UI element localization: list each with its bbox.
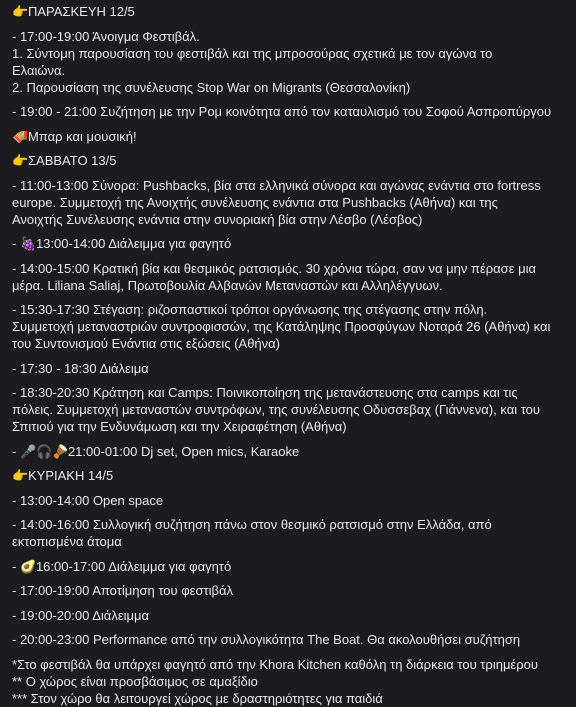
grapes-icon: 🍇	[19, 236, 37, 251]
schedule-item: - 20:00-23:00 Performance από την συλλογικότητα The Boat. Θα ακολουθήσει συζήτηση	[12, 632, 521, 647]
dash-prefix: -	[12, 443, 20, 459]
accordion-icon: 🪗	[12, 128, 29, 144]
schedule-item: - 17:30 - 18:30 Διάλειμα	[12, 360, 149, 376]
schedule-text: 21:00-01:00 Dj set, Open mics, Karaoke	[67, 443, 300, 459]
schedule-line: μέρα. Liliana Saliaj, Πρωτοβουλία Αλβανών Μεταναστών και Αλληλέγγυων.	[12, 277, 443, 293]
schedule-item	[12, 301, 564, 352]
schedule-line: - 14:00-16:00 Συλλογική συζήτηση πάνω στον θεσμικό ρατσισμό στην Ελλάδα, από	[12, 517, 492, 532]
bar-music-text: Μπαρ και μουσική!	[28, 128, 137, 144]
headphones-icon: 🎧	[35, 443, 53, 459]
pointing-hand-icon: 👉	[12, 153, 29, 168]
pointing-hand-icon: 👉	[12, 4, 29, 19]
schedule-line: - 15:30-17:30 Στέγαση: ριζοσπαστικοί τρόποι οργάνωσης της στέγασης στην πόλη.	[12, 302, 488, 317]
schedule-line: - 11:00-13:00 Σύνορα: Pushbacks, βία στα ελληνικά σύνορα και αγώνας ενάντια στο fortress	[12, 177, 541, 193]
schedule-item	[12, 260, 564, 294]
note-line: *Στο φεστιβάλ θα υπάρχει φαγητό από την Khora Kitchen καθόλη τη διάρκεια του τριημέρου	[12, 656, 538, 672]
schedule-line: εκτοπισμένα άτομα	[12, 534, 122, 549]
day-heading-text: ΠΑΡΑΣΚΕΥΗ 12/5	[28, 4, 135, 19]
schedule-line: - 17:00-19:00 Άνοιγμα Φεστιβάλ.	[12, 28, 200, 44]
day-heading-friday	[12, 3, 564, 20]
schedule-item	[12, 384, 564, 435]
schedule-item: - 13:00-14:00 Open space	[12, 492, 164, 508]
day-heading-text: ΣΑΒΒΑΤΟ 13/5	[28, 153, 117, 168]
bar-music-note	[12, 128, 564, 145]
schedule-item: - 19:00 - 21:00 Συζήτηση με την Ρομ κοινότητα από τον καταυλισμό του Σοφού Ασπροπύργου	[12, 104, 552, 119]
pointing-hand-icon: 👉	[12, 468, 29, 483]
schedule-text: 13:00-14:00 Διάλειμμα για φαγητό	[35, 236, 232, 251]
dash-prefix: -	[12, 558, 20, 574]
schedule-line: Συμμετοχή μεταναστριών συντροφισσών, της Κατάληψης Προσφύγων Νοταρά 26 (Αθήνα) και	[12, 319, 551, 334]
schedule-item: - 19:00-20:00 Διάλειμμα	[12, 607, 149, 623]
schedule-line: 1. Σύντομη παρουσίαση του φεστιβάλ και της μπροσούρας σχετικά με τον αγώνα το	[12, 45, 493, 61]
day-heading-text: ΚΥΡΙΑΚΗ 14/5	[28, 468, 114, 483]
schedule-text: 16:00-17:00 Διάλειμμα για φαγητό	[35, 558, 232, 574]
schedule-item	[12, 235, 564, 252]
note-line: *** Στον χώρο θα λειτουργεί χώρος με δραστηριότητες για παιδιά	[12, 690, 383, 706]
schedule-line: του Συντονισμού Ενάντια στις εξώσεις (Αθήνα)	[12, 336, 280, 351]
schedule-item	[12, 28, 564, 96]
day-heading-sunday	[12, 467, 564, 484]
schedule-item	[12, 443, 564, 460]
mic-icon: 🎤	[19, 443, 37, 459]
schedule-line: Ελαιώνα.	[12, 62, 66, 78]
schedule-line: πόλεις. Συμμετοχή μεταναστών συντρόφων, της συνέλευσης Οδυσσεβαχ (Γιάννενα), και του	[12, 402, 541, 417]
schedule-line: 2. Παρουσίαση της συνέλευσης Stop War on Migrants (Θεσσαλονίκη)	[12, 79, 411, 95]
day-heading-saturday	[12, 152, 564, 169]
schedule-item	[12, 558, 564, 575]
note-line: ** Ο χώρος είναι προσβάσιμος σε αμαξίδιο	[12, 673, 258, 689]
schedule-line: Σπιτιού για την Ενδυνάμωση και την Χειραφέτηση (Αθήνα)	[12, 419, 347, 434]
avocado-icon: 🥑	[19, 558, 37, 574]
schedule-line: europe. Συμμετοχή της Ανοιχτής συνέλευσης ενάντια στα Pushbacks (Αθήνα) και της	[12, 194, 498, 210]
schedule-item	[12, 177, 564, 228]
schedule-item	[12, 516, 564, 550]
schedule-item: - 17:00-19:00 Αποτίμηση του φεστιβάλ	[12, 583, 234, 598]
schedule-line: - 18:30-20:30 Κράτηση και Camps: Ποινικοποίηση της μετανάστευσης στα camps και τις	[12, 385, 518, 400]
dash-prefix: -	[12, 236, 20, 251]
schedule-line: - 14:00-15:00 Κρατική βία και θεσμικός ρατσισμός. 30 χρόνια τώρα, σαν να μην πέρασε μια	[12, 260, 537, 276]
tambourine-icon: 🪘	[51, 443, 69, 459]
schedule-line: Ανοιχτής Συνέλευσης ενάντια στην συνοριακή βία στην Λέσβο (Λέσβος)	[12, 211, 423, 227]
